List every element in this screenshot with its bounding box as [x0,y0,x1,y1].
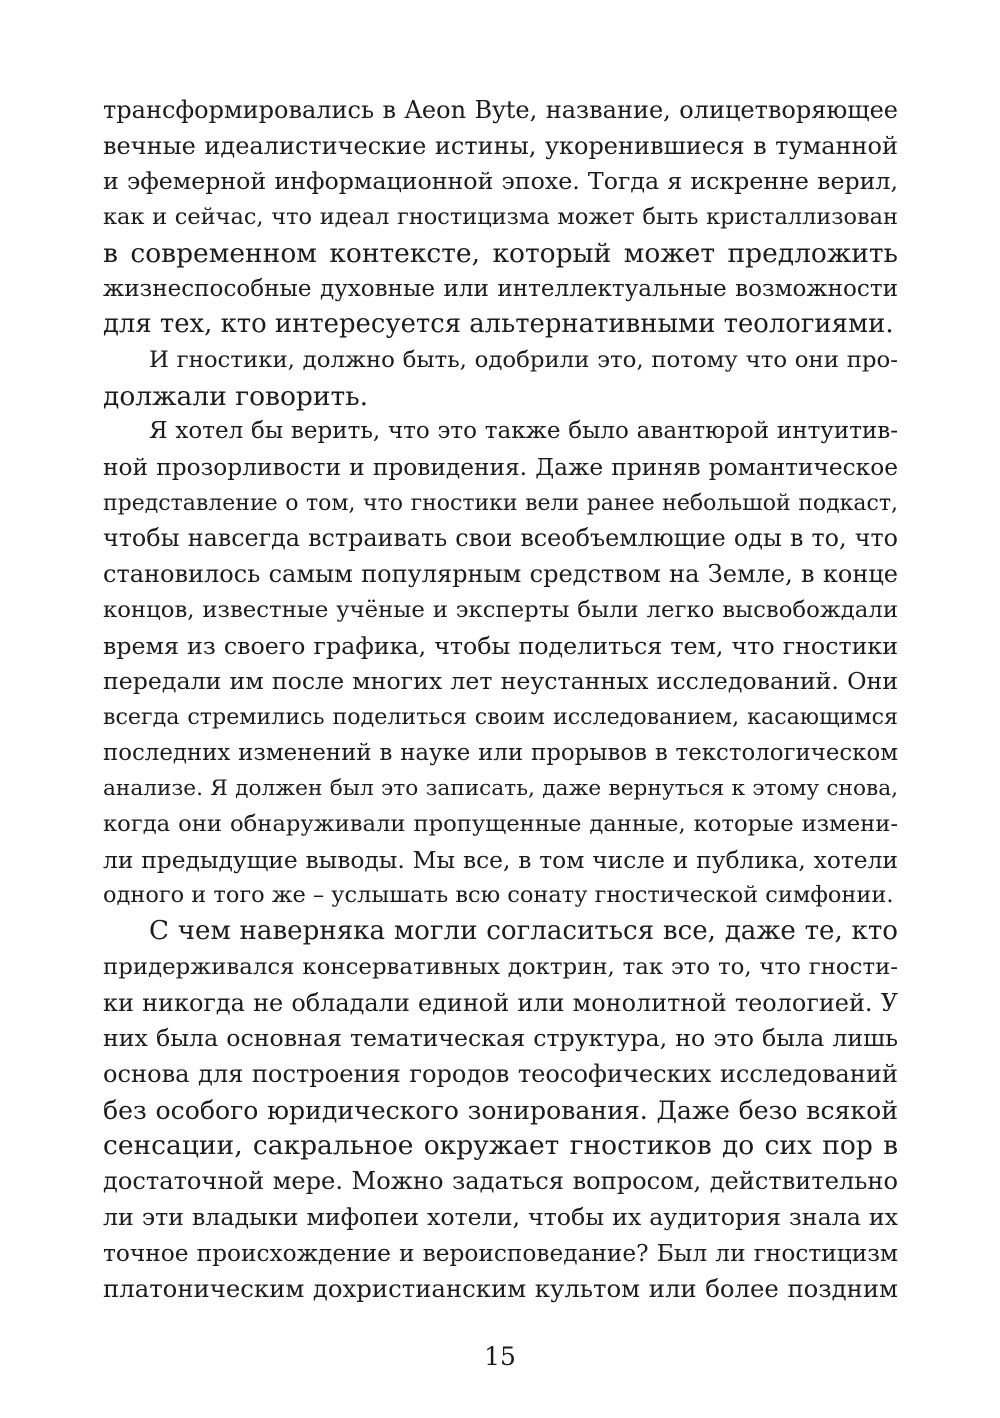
text-line: и эфемерной информационной эпохе. Тогда я искренне верил, [103,167,898,196]
text-line: жизнеспособные духовные или интеллектуальные возможности [103,275,898,302]
paragraph-1 [103,93,898,343]
text-line: концов, известные учёные и эксперты были легко высвобождали [103,596,898,623]
text-line: одного и того же – услышать всю сонату гностической симфонии. [103,882,894,909]
text-line: ли предыдущие выводы. Мы все, в том числе и публика, хотели [103,845,898,874]
text-line: достаточной мере. Можно задаться вопросом, действительно [103,1167,898,1196]
text-line: в современном контексте, который может предложить [103,237,898,269]
text-line: время из своего графика, чтобы поделиться тем, что гностики [103,631,898,660]
text-line: точное происхождение и вероисповедание? Был ли гностицизм [103,1239,898,1267]
text-line: всегда стремились поделиться своим исследованием, касающимся [103,703,898,730]
text-line: платоническим дохристианским культом или более поздним [103,1274,898,1304]
body-text [103,93,898,1307]
text-line: становилось самым популярным средством на Земле, в конце [103,560,898,589]
text-line: трансформировались в Aeon Byte, название, олицетворяющее [103,96,898,124]
text-line: вечные идеалистические истины, укоренившиеся в туманной [103,131,898,160]
text-line: чтобы навсегда встраивать свои всеобъемлющие оды в то, что [103,524,898,553]
text-line: анализе. Я должен был это записать, даже вернуться к этому снова, [103,776,898,802]
text-line: ли эти владыки мифопеи хотели, чтобы их аудитория знала их [103,1202,898,1231]
text-line: для тех, кто интересуется альтернативными теологиями. [103,309,894,340]
text-line: передали им после многих лет неустанных исследований. Они [103,667,898,696]
text-line: ной прозорливости и провидения. Даже приняв романтическое [103,454,898,482]
text-line: последних изменений в науке или прорывов в текстологическом [103,739,898,766]
text-line: С чем наверняка могли согласиться все, даже те, кто [149,916,898,947]
text-line: них была основная тематическая структура, но это была лишь [103,1024,898,1053]
text-line: придерживался консервативных доктрин, так это то, что гности- [103,953,898,980]
text-line: без особого юридического зонирования. Даже безо всякой [103,1095,898,1125]
text-line: когда они обнаруживали пропущенные данные, которые измени- [103,811,898,838]
paragraph-3 [103,414,898,914]
text-line: как и сейчас, что идеал гностицизма может быть кристаллизован [103,204,898,231]
text-line: Я хотел бы верить, что это также было авантюрой интуитив- [149,418,898,445]
text-line: сенсации, сакральное окружает гностиков до сих пор в [103,1130,898,1162]
text-line: ки никогда не обладали единой или монолитной теологией. У [103,988,898,1017]
paragraph-4 [103,914,898,1307]
paragraph-2 [103,343,898,414]
text-line: основа для построения городов теософических исследований [103,1059,898,1088]
text-line: И гностики, должно быть, одобрили это, потому что они про- [149,346,898,373]
page-number: 15 [484,1342,516,1371]
text-line: должали говорить. [103,380,369,412]
text-line: представление о том, что гностики вели ранее небольшой подкаст, [103,490,898,516]
